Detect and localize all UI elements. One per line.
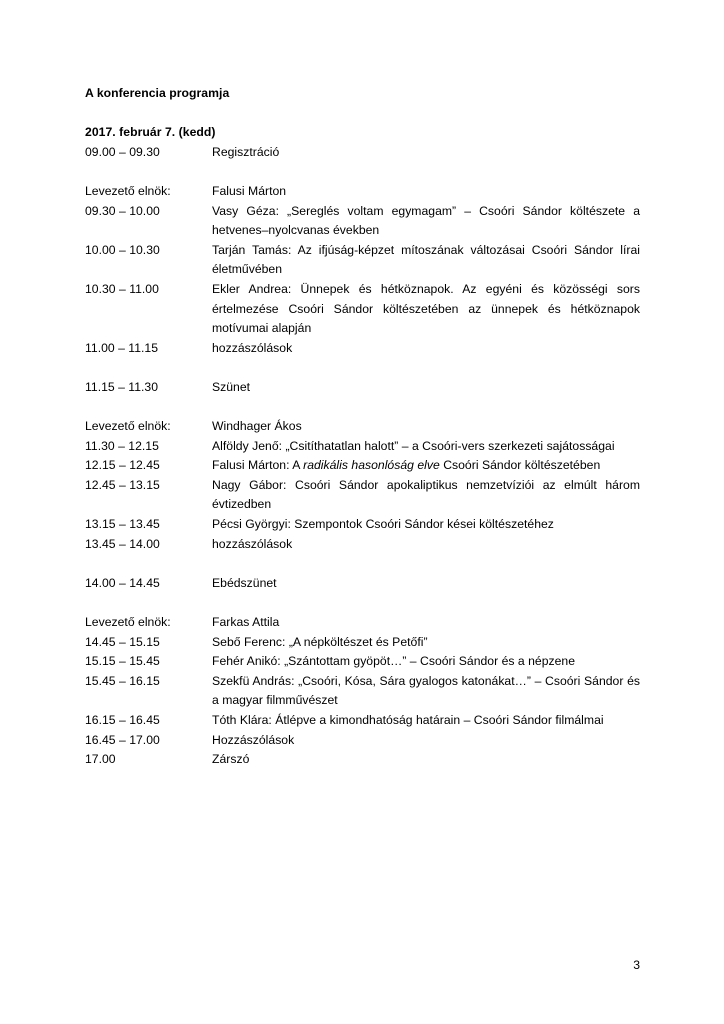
schedule-row bbox=[85, 535, 640, 555]
schedule-row-description: Alföldy Jenő: „Csitíthatatlan halott” – a Csoóri-vers szerkezeti sajátosságai bbox=[212, 438, 615, 453]
schedule-row-time: 16.45 – 17.00 bbox=[85, 732, 160, 747]
schedule-row-time: 15.15 – 15.45 bbox=[85, 654, 160, 669]
schedule-row bbox=[85, 515, 640, 535]
schedule-row bbox=[85, 750, 640, 770]
schedule-row bbox=[85, 652, 640, 672]
schedule-row-description: Regisztráció bbox=[212, 144, 280, 159]
schedule-row-time: 09.00 – 09.30 bbox=[85, 144, 160, 159]
schedule-row bbox=[85, 241, 640, 280]
page-number: 3 bbox=[633, 958, 640, 973]
schedule-row-description: Nagy Gábor: Csoóri Sándor apokaliptikus nemzetvíziói az elmúlt három évtizedben bbox=[212, 477, 640, 512]
schedule-row-time: 12.45 – 13.15 bbox=[85, 477, 160, 492]
schedule-row-description: Zárszó bbox=[212, 752, 250, 767]
schedule-row-time: Levezető elnök: bbox=[85, 183, 171, 198]
schedule-row-time: 11.00 – 11.15 bbox=[85, 340, 158, 355]
schedule-row bbox=[85, 633, 640, 653]
schedule-row-time: 14.45 – 15.15 bbox=[85, 634, 160, 649]
schedule-row-description: Sebő Ferenc: „A népköltészet és Petőfi” bbox=[212, 634, 428, 649]
schedule-row-time: 10.00 – 10.30 bbox=[85, 242, 160, 257]
schedule-row bbox=[85, 574, 640, 594]
schedule-row-time: 13.45 – 14.00 bbox=[85, 536, 160, 551]
schedule-row-description: Tóth Klára: Átlépve a kimondhatóság határain – Csoóri Sándor filmálmai bbox=[212, 713, 604, 727]
schedule-row-description: Farkas Attila bbox=[212, 615, 280, 630]
schedule-row-description: Vasy Géza: „Sereglés voltam egymagam” – Csoóri Sándor költészete a hetvenes–nyolcvanas években bbox=[212, 203, 640, 238]
schedule-row bbox=[85, 182, 640, 202]
schedule-row-time: 13.15 – 13.45 bbox=[85, 517, 160, 532]
schedule-row-description: Windhager Ákos bbox=[212, 419, 302, 434]
schedule-row-time: 17.00 bbox=[85, 752, 116, 767]
schedule-row-description: Szekfü András: „Csoóri, Kósa, Sára gyalogos katonákat…” – Csoóri Sándor és a magyar filmművészet bbox=[212, 673, 640, 708]
schedule-row-time: 11.15 – 11.30 bbox=[85, 379, 158, 394]
schedule-row-time: 12.15 – 12.45 bbox=[85, 458, 160, 473]
schedule-row bbox=[85, 280, 640, 339]
schedule-row-time: 10.30 – 11.00 bbox=[85, 281, 159, 296]
schedule-row-time: 14.00 – 14.45 bbox=[85, 575, 160, 590]
schedule-row-description: Ekler Andrea: Ünnepek és hétköznapok. Az egyéni és közösségi sors értelmezése Csoóri Sándor költészetében az ünnepek és hétköznapok motívumai alapján bbox=[212, 281, 640, 336]
schedule-row-time: Levezető elnök: bbox=[85, 419, 171, 434]
schedule-row bbox=[85, 711, 640, 731]
schedule-row bbox=[85, 672, 640, 711]
schedule-row-description: Szünet bbox=[212, 379, 251, 394]
schedule-row-time: 16.15 – 16.45 bbox=[85, 713, 160, 727]
schedule-row-description: Hozzászólások bbox=[212, 732, 295, 747]
schedule-row bbox=[85, 731, 640, 751]
schedule-row bbox=[85, 456, 640, 476]
schedule-row bbox=[85, 378, 640, 398]
schedule-row bbox=[85, 143, 640, 163]
schedule-row-time: 11.30 – 12.15 bbox=[85, 438, 159, 453]
schedule-row bbox=[85, 437, 640, 457]
schedule-row-description: Falusi Márton bbox=[212, 183, 287, 198]
schedule-row bbox=[85, 339, 640, 359]
schedule-row-description: Tarján Tamás: Az ifjúság-képzet mítoszának változásai Csoóri Sándor lírai életművében bbox=[212, 242, 640, 277]
schedule-row-description: Pécsi Györgyi: Szempontok Csoóri Sándor kései költészetéhez bbox=[212, 517, 554, 532]
schedule-row-description: Ebédszünet bbox=[212, 575, 277, 590]
schedule-row-time: Levezető elnök: bbox=[85, 615, 171, 630]
schedule-row-time: 09.30 – 10.00 bbox=[85, 203, 160, 218]
schedule-row-description: hozzászólások bbox=[212, 536, 293, 551]
schedule-list bbox=[85, 143, 640, 770]
schedule-row-description: Falusi Márton: A radikális hasonlóság elve Csoóri Sándor költészetében bbox=[212, 458, 601, 473]
schedule-row-description: Fehér Anikó: „Szántottam gyöpöt…” – Csoóri Sándor és a népzene bbox=[212, 654, 576, 669]
schedule-row-description: hozzászólások bbox=[212, 340, 293, 355]
schedule-row bbox=[85, 476, 640, 515]
schedule-row bbox=[85, 613, 640, 633]
schedule-row bbox=[85, 202, 640, 241]
day-heading: 2017. február 7. (kedd) bbox=[85, 125, 216, 140]
schedule-row bbox=[85, 417, 640, 437]
schedule-row-time: 15.45 – 16.15 bbox=[85, 673, 160, 688]
page-title: A konferencia programja bbox=[85, 86, 230, 100]
